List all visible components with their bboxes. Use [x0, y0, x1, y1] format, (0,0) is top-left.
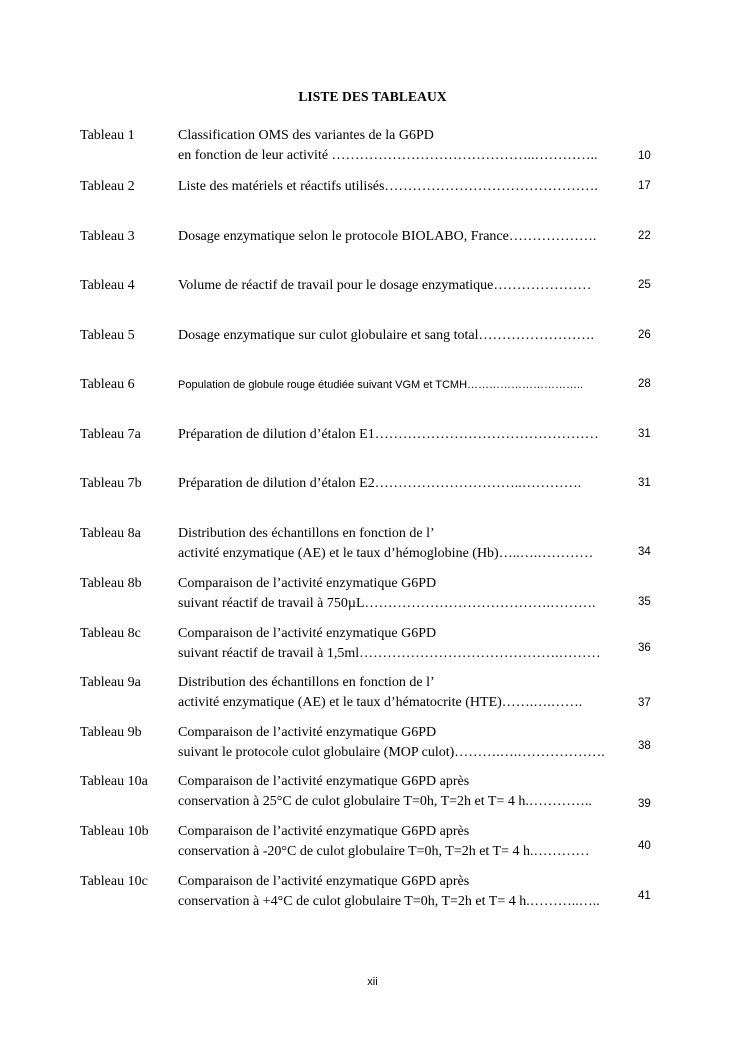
entry-page-number: 25	[638, 279, 651, 291]
entry-text	[178, 624, 630, 664]
entry-page-number: 39	[638, 798, 651, 810]
page-footer-number: xii	[367, 976, 378, 988]
entry-text	[178, 723, 630, 763]
entry-line-1: Comparaison de l’activité enzymatique G6PD	[178, 626, 437, 641]
entry-line-1: Comparaison de l’activité enzymatique G6PD après	[178, 774, 470, 789]
entry-line-1: Préparation de dilution d’étalon E1…………………………………………	[178, 427, 599, 442]
entry-line-1: Classification OMS des variantes de la G6PD	[178, 128, 434, 143]
entry-text	[178, 822, 630, 862]
entry-page-number: 34	[638, 546, 651, 558]
entry-label: Tableau 7b	[80, 476, 142, 491]
entry-label: Tableau 9a	[80, 675, 141, 690]
entry-text	[178, 772, 630, 812]
entry-line-1: Population de globule rouge étudiée suivant VGM et TCMH…………………………..	[178, 379, 584, 391]
entry-line-1: Préparation de dilution d’étalon E2…………………………..………….	[178, 476, 582, 491]
entry-label: Tableau 8a	[80, 526, 141, 541]
entry-page-number: 40	[638, 840, 651, 852]
entry-line-1: Comparaison de l’activité enzymatique G6PD	[178, 725, 437, 740]
entry-label: Tableau 10a	[80, 774, 148, 789]
entry-text	[178, 177, 630, 197]
entry-page-number: 31	[638, 477, 651, 489]
entry-text	[178, 872, 630, 912]
entry-label: Tableau 10c	[80, 874, 148, 889]
entry-line-2: suivant réactif de travail à 1,5ml…………………………………….………	[178, 646, 601, 661]
entry-line-2: suivant le protocole culot globulaire (MOP culot)……….….……………….	[178, 745, 605, 760]
entry-line-2: conservation à +4°C de culot globulaire T=0h, T=2h et T= 4 h.………..…..	[178, 894, 600, 909]
entry-page-number: 28	[638, 378, 651, 390]
entry-page-number: 26	[638, 329, 651, 341]
page-title: LISTE DES TABLEAUX	[298, 89, 447, 104]
entry-line-1: Dosage enzymatique sur culot globulaire et sang total…………………….	[178, 328, 595, 343]
entry-page-number: 10	[638, 150, 651, 162]
entry-page-number: 31	[638, 428, 651, 440]
entry-line-2: conservation à 25°C de culot globulaire T=0h, T=2h et T= 4 h.…………..	[178, 794, 592, 809]
entry-line-1: Comparaison de l’activité enzymatique G6PD après	[178, 874, 470, 889]
entry-line-2: en fonction de leur activité ……………………………………..…………..	[178, 148, 598, 163]
entry-line-1: Liste des matériels et réactifs utilisés……………………………………….	[178, 179, 598, 194]
entry-line-1: Distribution des échantillons en fonction de l’	[178, 675, 435, 690]
entry-page-number: 37	[638, 697, 651, 709]
entry-text	[178, 425, 630, 445]
entry-line-1: Dosage enzymatique selon le protocole BIOLABO, France……………….	[178, 229, 597, 244]
entry-label: Tableau 9b	[80, 725, 142, 740]
entry-line-1: Volume de réactif de travail pour le dosage enzymatique…………………	[178, 278, 592, 293]
entry-label: Tableau 8c	[80, 626, 141, 641]
entry-line-1: Comparaison de l’activité enzymatique G6PD	[178, 576, 437, 591]
entry-label: Tableau 7a	[80, 427, 141, 442]
entry-label: Tableau 10b	[80, 824, 149, 839]
entry-label: Tableau 5	[80, 328, 135, 343]
entry-page-number: 17	[638, 180, 651, 192]
entry-line-1: Distribution des échantillons en fonction de l’	[178, 526, 435, 541]
entry-text	[178, 326, 630, 346]
entry-line-2: suivant réactif de travail à 750µL………………………………….……….	[178, 596, 596, 611]
entry-text	[178, 227, 630, 247]
entry-page-number: 36	[638, 642, 651, 654]
entry-line-2: activité enzymatique (AE) et le taux d’hémoglobine (Hb)…..….…………	[178, 546, 594, 561]
entry-label: Tableau 3	[80, 229, 135, 244]
entry-page-number: 41	[638, 890, 651, 902]
entry-label: Tableau 8b	[80, 576, 142, 591]
entry-text	[178, 673, 630, 713]
entry-page-number: 35	[638, 596, 651, 608]
entry-text	[178, 574, 630, 614]
entry-text	[178, 276, 630, 296]
entry-line-2: conservation à -20°C de culot globulaire T=0h, T=2h et T= 4 h.…………	[178, 844, 590, 859]
entry-page-number: 22	[638, 230, 651, 242]
entry-line-1: Comparaison de l’activité enzymatique G6PD après	[178, 824, 470, 839]
entry-label: Tableau 2	[80, 179, 135, 194]
entry-line-2: activité enzymatique (AE) et le taux d’hématocrite (HTE)…….….…….	[178, 695, 583, 710]
entry-text	[178, 375, 630, 395]
entry-page-number: 38	[638, 740, 651, 752]
entry-label: Tableau 4	[80, 278, 135, 293]
entry-text	[178, 524, 630, 564]
entry-label: Tableau 6	[80, 377, 135, 392]
entry-label: Tableau 1	[80, 128, 135, 143]
entry-text	[178, 126, 630, 166]
entry-text	[178, 474, 630, 494]
